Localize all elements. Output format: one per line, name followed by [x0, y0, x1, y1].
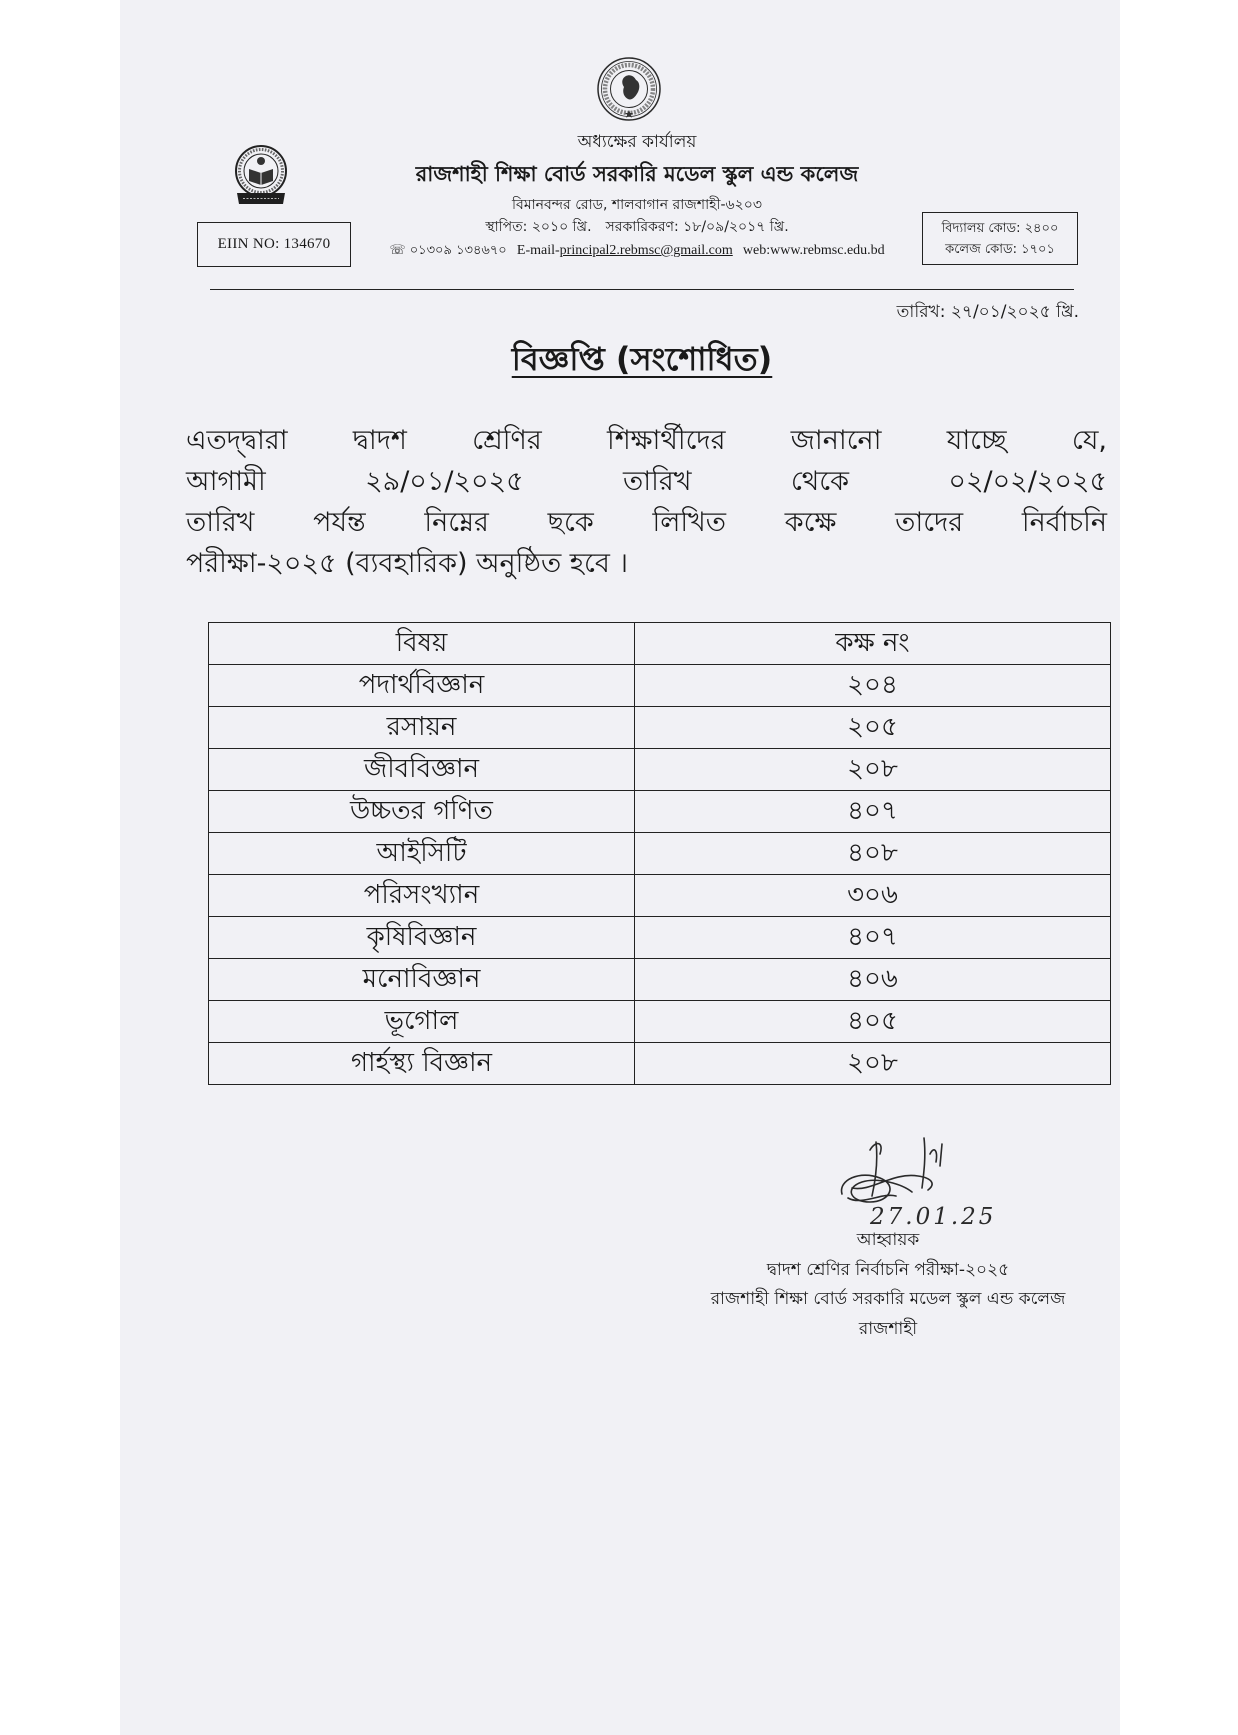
signatory-institution: রাজশাহী শিক্ষা বোর্ড সরকারি মডেল স্কুল এন্ড কলেজ	[710, 1289, 1066, 1309]
institution-address: বিমানবন্দর রোড, শালবাগান রাজশাহী-৬২০৩	[512, 197, 762, 213]
institution-name: রাজশাহী শিক্ষা বোর্ড সরকারি মডেল স্কুল এন্ড কলেজ	[415, 162, 859, 186]
government-seal-icon	[595, 55, 663, 123]
school-crest-icon	[232, 144, 290, 210]
signatory-city: রাজশাহী	[858, 1319, 918, 1339]
college-code: কলেজ কোড: ১৭০১	[945, 241, 1055, 257]
room-cell: ২০৮	[635, 749, 1111, 791]
room-cell: ৪০৭	[635, 917, 1111, 959]
room-cell: ২০৪	[635, 665, 1111, 707]
contact-info	[337, 241, 937, 261]
phone-icon: ☏	[389, 243, 406, 258]
subject-cell: কৃষিবিজ্ঞান	[209, 917, 635, 959]
establishment-info	[337, 217, 937, 237]
subject-cell: রসায়ন	[209, 707, 635, 749]
office-title: অধ্যক্ষের কার্যালয়	[577, 132, 697, 152]
notice-body-line: আগামী ২৯/০১/২০২৫ তারিখ থেকে ০২/০২/২০২৫	[186, 466, 1107, 497]
subject-cell: পরিসংখ্যান	[209, 875, 635, 917]
table-row	[209, 665, 1111, 707]
table-row	[209, 1043, 1111, 1085]
email-address: principal2.rebmsc@gmail.com	[559, 243, 733, 258]
table-header-room: কক্ষ নং	[635, 623, 1111, 665]
table-header-subject: বিষয়	[209, 623, 635, 665]
subject-cell: পদার্থবিজ্ঞান	[209, 665, 635, 707]
table-row	[209, 875, 1111, 917]
phone-number: ০১৩০৯ ১৩৪৬৭০	[409, 243, 507, 258]
table-row	[209, 749, 1111, 791]
signatory-role: আহ্বায়ক	[856, 1230, 920, 1250]
subject-cell: মনোবিজ্ঞান	[209, 959, 635, 1001]
header-divider	[210, 289, 1074, 290]
table-header-row	[209, 623, 1111, 665]
code-box	[922, 212, 1078, 265]
notice-body-line: তারিখ পর্যন্ত নিম্নের ছকে লিখিত কক্ষে তাদের নির্বাচনি	[186, 507, 1107, 538]
room-cell: ৪০৮	[635, 833, 1111, 875]
signature-date: 27.01.25	[870, 1204, 997, 1230]
notice-body	[186, 420, 1107, 584]
room-cell: ৪০৭	[635, 791, 1111, 833]
signatory-committee: দ্বাদশ শ্রেণির নির্বাচনি পরীক্ষা-২০২৫	[766, 1260, 1010, 1280]
notice-body-line: পরীক্ষা-২০২৫ (ব্যবহারিক) অনুষ্ঠিত হবে ।	[186, 548, 629, 579]
room-schedule-table	[208, 622, 1111, 1085]
room-cell: ৪০৬	[635, 959, 1111, 1001]
subject-cell: উচ্চতর গণিত	[209, 791, 635, 833]
subject-cell: আইসিটি	[209, 833, 635, 875]
room-cell: ২০৫	[635, 707, 1111, 749]
subject-cell: ভূগোল	[209, 1001, 635, 1043]
notice-body-line: এতদ্দ্বারা দ্বাদশ শ্রেণির শিক্ষার্থীদের জানানো যাচ্ছে যে,	[186, 425, 1107, 456]
room-cell: ২০৮	[635, 1043, 1111, 1085]
table-row	[209, 917, 1111, 959]
email-label: E-mail-	[516, 243, 560, 258]
table-row	[209, 1001, 1111, 1043]
subject-cell: জীববিজ্ঞান	[209, 749, 635, 791]
nationalized-date: সরকারিকরণ: ১৮/০৯/২০১৭ খ্রি.	[605, 219, 789, 235]
handwritten-signature	[832, 1132, 1002, 1232]
notice-title-text: বিজ্ঞপ্তি (সংশোধিত)	[511, 340, 773, 378]
room-cell: ৪০৫	[635, 1001, 1111, 1043]
subject-cell: গার্হস্থ্য বিজ্ঞান	[209, 1043, 635, 1085]
eiin-box	[197, 222, 351, 267]
room-cell: ৩০৬	[635, 875, 1111, 917]
table-row	[209, 959, 1111, 1001]
school-code: বিদ্যালয় কোড: ২৪০০	[941, 220, 1059, 236]
eiin-number: EIIN NO: 134670	[217, 236, 331, 252]
table-row	[209, 791, 1111, 833]
notice-date: তারিখ: ২৭/০১/২০২৫ খ্রি.	[896, 302, 1079, 322]
established-date: স্থাপিত: ২০১০ খ্রি.	[485, 219, 592, 235]
website: web:www.rebmsc.edu.bd	[742, 243, 885, 258]
table-row	[209, 707, 1111, 749]
notice-title	[342, 336, 942, 382]
table-row	[209, 833, 1111, 875]
